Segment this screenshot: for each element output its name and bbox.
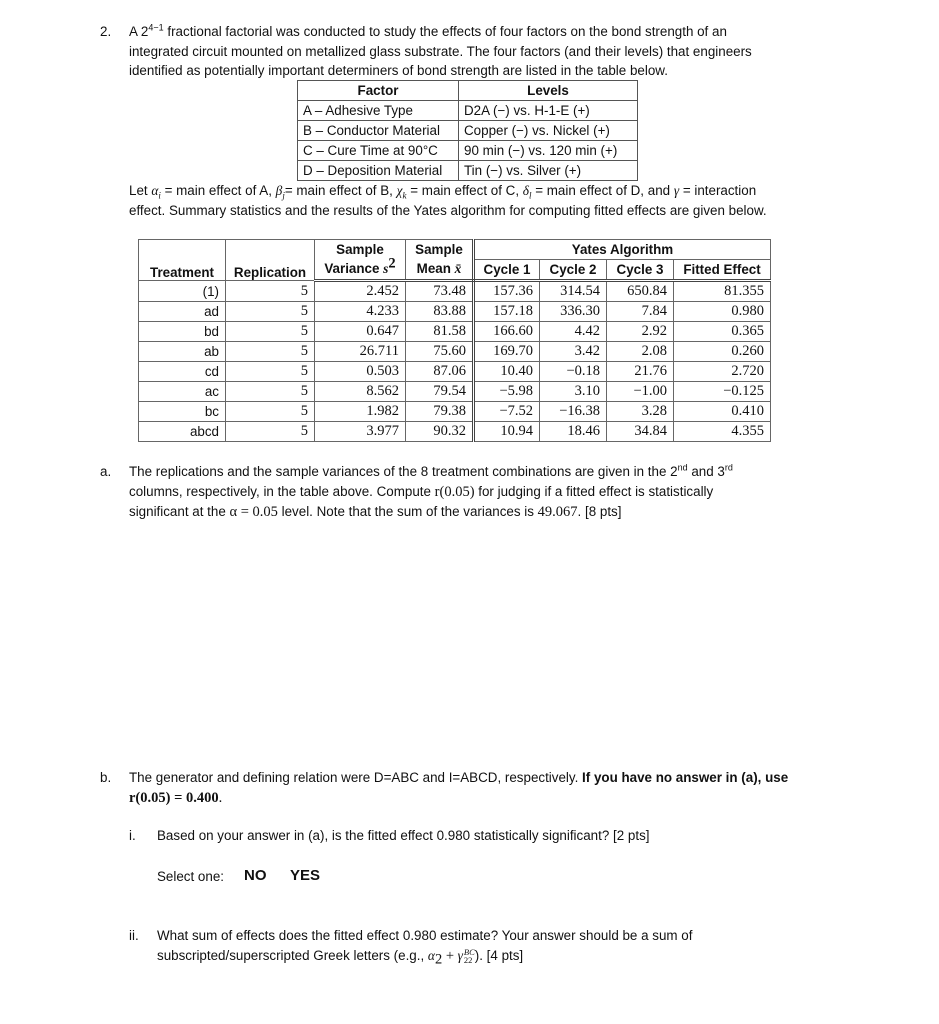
cycle3-cell: 21.76 [607,362,674,382]
cycle2-header: Cycle 2 [540,260,607,281]
treatment-cell: ab [139,342,226,362]
factor-row [298,141,638,161]
factor-name: C – Cure Time at 90°C [298,141,459,161]
factor-levels: Copper (−) vs. Nickel (+) [459,121,638,141]
select-one-label: Select one: [157,869,224,884]
variance-cell: 0.647 [315,322,406,342]
factor-row [298,101,638,121]
text: The replications and the sample variances of the 8 treatment combinations are given in the 2 [129,464,678,479]
factor-row [298,161,638,181]
factor-levels: Tin (−) vs. Silver (+) [459,161,638,181]
question-intro-line1 [129,22,727,42]
cycle1-cell: −5.98 [474,382,540,402]
table-row [139,281,771,302]
variance-header-top: Sample [315,240,406,260]
beta-symbol: β [275,183,283,198]
cycle3-cell: −1.00 [607,382,674,402]
variance-cell: 0.503 [315,362,406,382]
question-intro-line2: integrated circuit mounted on metallized glass substrate. The four factors (and their levels) that engineers [129,44,752,59]
gamma-symbol: γ [673,183,680,198]
math-number: 49.067 [537,504,578,520]
table-row [139,342,771,362]
table-row [139,422,771,442]
superscript: 2 [388,255,396,272]
text: Variance [324,261,384,277]
mean-cell: 79.38 [406,402,474,422]
mean-cell: 79.54 [406,382,474,402]
fitted-cell: 0.365 [674,322,771,342]
text: Let [129,183,152,198]
table-row [139,302,771,322]
cycle3-header: Cycle 3 [607,260,674,281]
chi-symbol: χ [396,183,403,198]
subscript: l [529,190,532,201]
treatment-cell: ad [139,302,226,322]
fitted-cell: 0.980 [674,302,771,322]
superscript: BC [463,947,475,958]
replication-cell: 5 [226,302,315,322]
let-definitions-line2: effect. Summary statistics and the results of the Yates algorithm for computing fitted effects are given below. [129,203,767,218]
variance-cell: 4.233 [315,302,406,322]
alpha-symbol: α [427,948,435,963]
text: subscripted/superscripted Greek letters (e.g., [157,948,428,963]
factor-name: A – Adhesive Type [298,101,459,121]
exponent: 4−1 [148,22,164,33]
text: . [218,790,223,806]
variance-header [315,255,406,281]
cycle3-cell: 2.92 [607,322,674,342]
factor-table [297,80,638,181]
part-a-label: a. [100,464,112,479]
factor-name: B – Conductor Material [298,121,459,141]
cycle1-cell: 10.94 [474,422,540,442]
part-a-line2 [129,482,713,502]
alpha-symbol: α [151,183,159,198]
mean-cell: 73.48 [406,281,474,302]
replication-cell: 5 [226,382,315,402]
treatment-cell: abcd [139,422,226,442]
subscript: k [402,190,407,201]
part-a-line3 [129,502,621,522]
variance-cell: 3.977 [315,422,406,442]
mean-cell: 75.60 [406,342,474,362]
intro-text: A 2 [129,24,149,39]
math-expression: r(0.05) [434,484,475,500]
fitted-cell: 0.410 [674,402,771,422]
factor-name: D – Deposition Material [298,161,459,181]
text: level. Note that the sum of the variances is [277,504,538,519]
mean-cell: 87.06 [406,362,474,382]
replication-cell: 5 [226,422,315,442]
superscript: nd [677,462,688,473]
cycle2-cell: −16.38 [540,402,607,422]
gamma-indices [464,948,475,964]
variance-cell: 8.562 [315,382,406,402]
part-b-ii-line2 [157,946,523,966]
text: significant at the [129,504,230,519]
text: = main effect of C, [406,183,523,198]
mean-cell: 90.32 [406,422,474,442]
text: Mean [416,261,455,277]
bold-text: If you have no answer in (a), use [582,770,789,785]
treatment-cell: (1) [139,281,226,302]
question-intro-line3: identified as potentially important determiners of bond strength are listed in the table below. [129,63,668,78]
intro-text: fractional factorial was conducted to study the effects of four factors on the bond strength of an [163,24,727,39]
delta-symbol: δ [522,183,529,198]
math-expression: r(0.05) = 0.400 [129,790,219,806]
treatment-header: Treatment [139,240,226,281]
subscript: 22 [463,955,473,966]
cycle2-cell: 18.46 [540,422,607,442]
replication-cell: 5 [226,281,315,302]
let-definitions-line1 [129,181,756,201]
cycle3-cell: 7.84 [607,302,674,322]
treatment-cell: cd [139,362,226,382]
part-b-ii-line1: What sum of effects does the fitted effect 0.980 estimate? Your answer should be a sum of [157,928,693,943]
plus-sign: + [442,948,458,964]
text: = main effect of A, [160,183,276,198]
cycle2-cell: 314.54 [540,281,607,302]
fitted-header: Fitted Effect [674,260,771,281]
text: = main effect of D, and [531,183,674,198]
cycle3-cell: 3.28 [607,402,674,422]
variance-cell: 26.711 [315,342,406,362]
cycle1-header: Cycle 1 [474,260,540,281]
fitted-cell: 4.355 [674,422,771,442]
replication-header: Replication [226,240,315,281]
subscript: 2 [434,951,443,968]
fitted-cell: 0.260 [674,342,771,362]
factor-levels: 90 min (−) vs. 120 min (+) [459,141,638,161]
xbar-symbol: x̄ [454,261,462,277]
cycle2-cell: 3.42 [540,342,607,362]
cycle3-cell: 34.84 [607,422,674,442]
cycle2-cell: 3.10 [540,382,607,402]
variance-cell: 2.452 [315,281,406,302]
yates-group-header: Yates Algorithm [474,240,771,260]
fitted-cell: −0.125 [674,382,771,402]
treatment-cell: ac [139,382,226,402]
mean-cell: 81.58 [406,322,474,342]
cycle1-cell: 166.60 [474,322,540,342]
part-b-label: b. [100,770,112,785]
subscript: i [158,190,161,201]
s-symbol: s [383,261,389,277]
mean-header-top: Sample [406,240,474,260]
cycle1-cell: 157.36 [474,281,540,302]
option-no[interactable]: NO [244,867,267,884]
cycle1-cell: −7.52 [474,402,540,422]
part-b-line1 [129,768,788,788]
cycle3-cell: 2.08 [607,342,674,362]
factor-row [298,121,638,141]
replication-cell: 5 [226,402,315,422]
part-b-ii-label: ii. [129,928,139,943]
option-yes[interactable]: YES [290,867,321,884]
replication-cell: 5 [226,342,315,362]
math-expression: α = 0.05 [229,504,278,520]
factor-levels: D2A (−) vs. H-1-E (+) [459,101,638,121]
cycle2-cell: −0.18 [540,362,607,382]
cycle2-cell: 4.42 [540,322,607,342]
text: columns, respectively, in the table above. Compute [129,484,435,499]
subscript: j [282,190,285,201]
factor-header: Factor [298,81,459,101]
yates-table [138,239,771,442]
gamma-symbol: γ [457,948,463,963]
table-row [139,402,771,422]
treatment-cell: bc [139,402,226,422]
fitted-cell: 81.355 [674,281,771,302]
table-row [139,362,771,382]
table-row [139,322,771,342]
question-number: 2. [100,24,112,39]
cycle1-cell: 169.70 [474,342,540,362]
text: ). [4 pts] [474,948,524,963]
text: . [8 pts] [577,504,622,519]
levels-header: Levels [459,81,638,101]
cycle1-cell: 10.40 [474,362,540,382]
mean-cell: 83.88 [406,302,474,322]
variance-cell: 1.982 [315,402,406,422]
part-b-line2 [129,788,222,808]
part-b-i-label: i. [129,828,136,843]
replication-cell: 5 [226,322,315,342]
replication-cell: 5 [226,362,315,382]
cycle1-cell: 157.18 [474,302,540,322]
cycle3-cell: 650.84 [607,281,674,302]
text: The generator and defining relation were D=ABC and I=ABCD, respectively. [129,770,583,785]
superscript: rd [724,462,733,473]
fitted-cell: 2.720 [674,362,771,382]
treatment-cell: bd [139,322,226,342]
mean-header [406,260,474,281]
cycle2-cell: 336.30 [540,302,607,322]
part-b-i-text: Based on your answer in (a), is the fitted effect 0.980 statistically significant? [2 pts] [157,828,650,843]
text: for judging if a fitted effect is statistically [474,484,714,499]
table-row [139,382,771,402]
text: and 3 [687,464,725,479]
text: = main effect of B, [284,183,397,198]
part-a-line1 [129,462,733,482]
text: = interaction [679,183,757,198]
